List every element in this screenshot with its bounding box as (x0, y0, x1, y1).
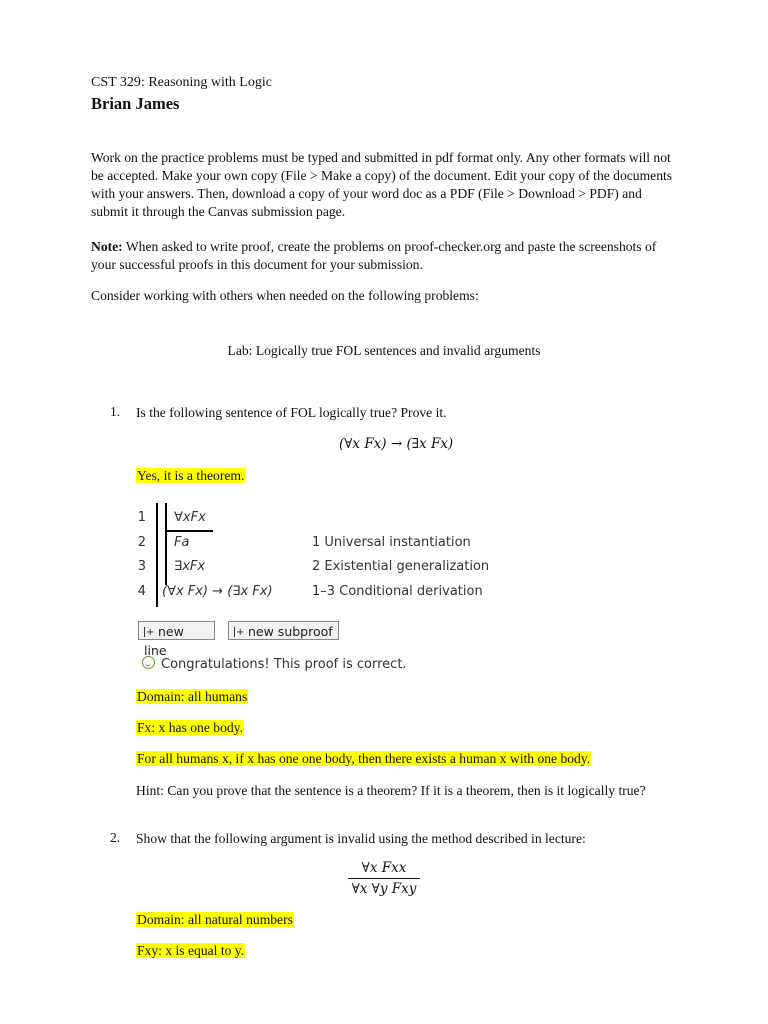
collaboration-paragraph: Consider working with others when needed on the following problems: (91, 288, 479, 303)
course-title: CST 329: Reasoning with Logic (91, 75, 272, 90)
proof-justification: 1 Universal instantiation (312, 535, 471, 550)
note-label: Note: (91, 239, 123, 254)
proof-justification: 1–3 Conditional derivation (312, 584, 483, 599)
proof-formula: ∀xFx (174, 510, 206, 525)
q1-domain: Domain: all humans (137, 689, 248, 704)
argument-line (348, 878, 420, 879)
q2-number: 2. (110, 830, 121, 845)
instructions-paragraph: Work on the practice problems must be typed and submitted in pdf format only. Any other formats will not be accepted. Make your own copy (File > Make a copy) of the document. Edit your copy of the documents with your answers. Then, download a copy of your word doc as a PDF (File > Download > PDF) and submit it through the Canvas submission page. (91, 150, 673, 219)
new-line-icon (144, 627, 154, 637)
smiley-icon (142, 656, 155, 669)
proof-line-number: 2 (137, 535, 146, 550)
q1-text: Is the following sentence of FOL logically true? Prove it. (136, 405, 447, 420)
note-paragraph (91, 238, 681, 274)
proof-formula: ∃xFx (174, 559, 206, 574)
q2-argument (0, 860, 768, 897)
q1-answer: Yes, it is a theorem. (137, 468, 245, 483)
new-subproof-button[interactable]: +new subproof (228, 621, 339, 640)
proof-formula: Fa (174, 535, 190, 550)
q2-domain: Domain: all natural numbers (137, 912, 293, 927)
proof-line-number: 3 (137, 559, 146, 574)
proof-correct-message: Congratulations! This proof is correct. (142, 655, 407, 672)
proof-line-number: 4 (137, 584, 146, 599)
student-name: Brian James (91, 94, 180, 113)
q1-predicate: Fx: x has one body. (137, 720, 243, 735)
q1-number: 1. (110, 404, 121, 419)
q1-hint: Hint: Can you prove that the sentence is a theorem? If it is a theorem, then is it logically true? (136, 783, 646, 798)
proof-formula: (∀x Fx) → (∃x Fx) (162, 584, 273, 599)
q2-text: Show that the following argument is invalid using the method described in lecture: (136, 831, 586, 846)
note-text: When asked to write proof, create the problems on proof-checker.org and paste the screenshots of your successful proofs in this document for your submission. (91, 239, 657, 272)
q2-predicate: Fxy: x is equal to y. (137, 943, 245, 958)
new-line-button[interactable]: +new line (138, 621, 215, 640)
proof-justification: 2 Existential generalization (312, 559, 490, 574)
q1-formula: (∀x Fx) → (∃x Fx) (339, 436, 454, 452)
q2-conclusion: ∀x ∀y Fxy (351, 881, 417, 897)
lab-title: Lab: Logically true FOL sentences and invalid arguments (227, 343, 541, 358)
q2-premise: ∀x Fxx (361, 860, 407, 876)
proof-box (136, 503, 496, 607)
new-subproof-icon (234, 627, 244, 637)
proof-line-number: 1 (137, 510, 146, 525)
q1-sentence: For all humans x, if x has one one body, then there exists a human x with one body. (137, 751, 591, 766)
